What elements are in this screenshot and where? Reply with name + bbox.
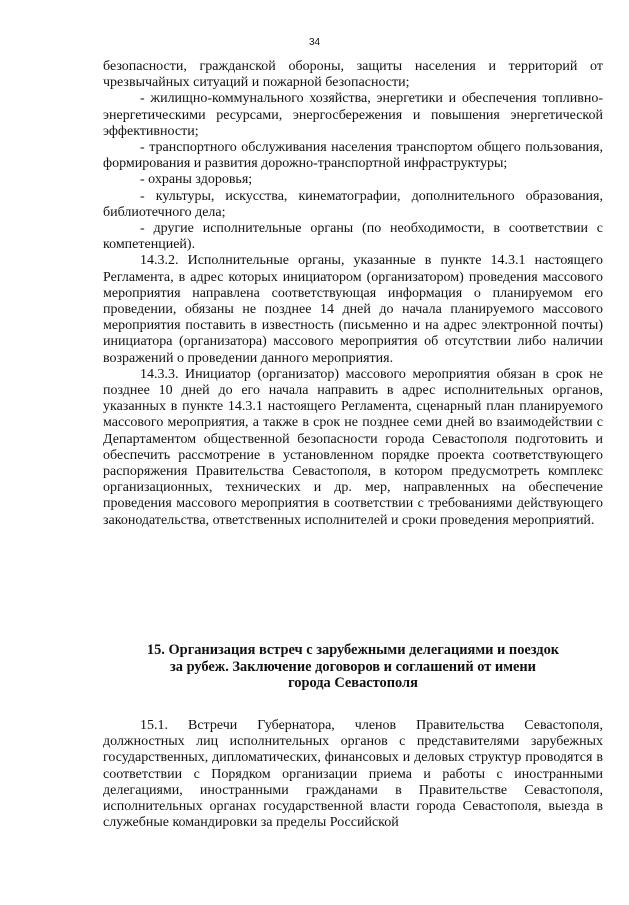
list-item-health: - охраны здоровья; (140, 172, 253, 188)
section-heading (103, 642, 603, 692)
section-heading-line-1: 15. Организация встреч с зарубежными делегациями и поездок (146, 642, 560, 658)
paragraph-15-1: 15.1. Встречи Губернатора, членов Правительства Севастополя, должностных лиц исполнительных органов с представителями зарубежных государственных, дипломатических, финансовых и деловых структур проводятся в соответствии с Порядком организации приема и работы с иностранными делегациями, иностранными гражданами в Правительстве Севастополя, исполнительных органах государственной власти города Севастополя, выезда в служебные командировки за пределы Российской (103, 718, 603, 831)
list-item-housing: - жилищно-коммунального хозяйства, энергетики и обеспечения топливно-энергетическими ресурсами, энергосбережения и повышения энергетической эффективности; (103, 91, 603, 139)
list-item-transport: - транспортного обслуживания населения транспортом общего пользования, формирования и развития дорожно-транспортной инфраструктуры; (103, 140, 603, 172)
section-heading-line-3: города Севастополя (288, 675, 418, 691)
page-number: 34 (308, 37, 321, 48)
body-text (103, 59, 603, 529)
section-15-text (103, 718, 603, 831)
list-item-culture: - культуры, искусства, кинематографии, дополнительного образования, библиотечного дела; (103, 188, 603, 220)
section-heading-line-2: за рубеж. Заключение договоров и соглашений от имени (170, 658, 536, 675)
list-item-other: - другие исполнительные органы (по необходимости, в соответствии с компетенцией). (103, 221, 603, 253)
paragraph-continuation: безопасности, гражданской обороны, защиты населения и территорий от чрезвычайных ситуаций и пожарной безопасности; (103, 59, 603, 91)
paragraph-14-3-3: 14.3.3. Инициатор (организатор) массового мероприятия обязан в срок не позднее 10 дней до его начала направить в адрес исполнительных органов, указанных в пункте 14.3.1 настоящего Регламента, сценарный план планируемого массового мероприятия, а также в срок не позднее семи дней во взаимодействии с Департаментом общественной безопасности города Севастополя подготовить и обеспечить рассмотрение в установленном порядке проекта соответствующего распоряжения Правительства Севастополя, в котором предусмотреть комплекс организационных, технических и др. мер, направленных на обеспечение проведения массового мероприятия в соответствии с требованиями действующего законодательства, ответственных исполнителей и сроки проведения мероприятий. (103, 366, 603, 528)
paragraph-14-3-2: 14.3.2. Исполнительные органы, указанные в пункте 14.3.1 настоящего Регламента, в адрес которых инициатором (организатором) проведения массового мероприятия направлена соответствующая информация о планируемом его проведении, обязаны не позднее 14 дней до начала планируемого массового мероприятия поставить в известность (письменно и на адрес электронной почты) инициатора (организатора) массового мероприятия об отсутствии либо наличии возражений о проведении данного мероприятия. (103, 253, 603, 366)
